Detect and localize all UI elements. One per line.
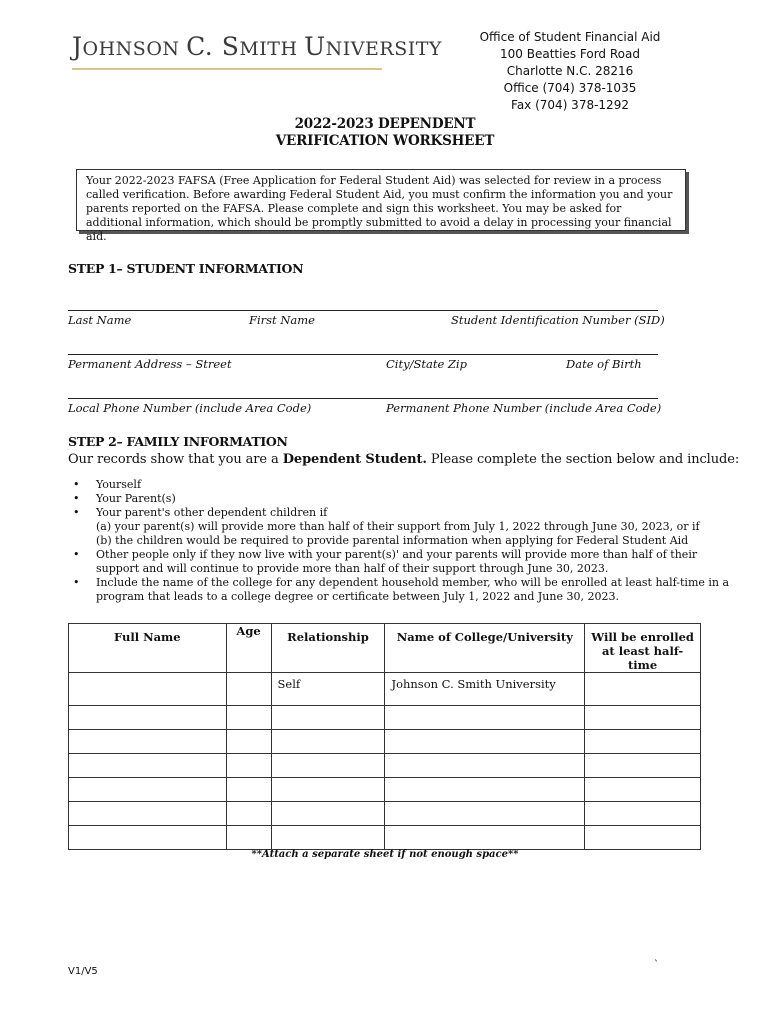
cell-age[interactable]: [226, 826, 271, 850]
cell-age[interactable]: [226, 778, 271, 802]
list-item: • Yourself: [96, 478, 736, 492]
cell-full-name[interactable]: [69, 730, 227, 754]
cell-college[interactable]: [385, 826, 585, 850]
table-header-row: [69, 624, 701, 673]
cell-full-name[interactable]: [69, 754, 227, 778]
cell-full-name[interactable]: [69, 706, 227, 730]
cell-age[interactable]: [226, 754, 271, 778]
step2-heading: STEP 2– FAMILY INFORMATION: [68, 434, 288, 449]
cell-relationship[interactable]: [271, 802, 385, 826]
include-list: [68, 478, 736, 604]
cell-enrolled[interactable]: [585, 802, 701, 826]
header-full-name: Full Name: [69, 624, 227, 673]
page-mark: `: [654, 960, 659, 971]
table-row: [69, 826, 701, 850]
cell-age[interactable]: [226, 706, 271, 730]
first-name-label: First Name: [249, 313, 315, 327]
street-label: Permanent Address – Street: [68, 357, 232, 371]
cell-full-name[interactable]: [69, 778, 227, 802]
cell-college[interactable]: [385, 706, 585, 730]
logo-underline: [72, 68, 382, 70]
cell-college[interactable]: [385, 778, 585, 802]
cell-enrolled[interactable]: [585, 673, 701, 706]
cell-relationship[interactable]: [271, 778, 385, 802]
header-enrolled: Will be enrolled at least half-time: [585, 624, 701, 673]
local-phone-label: Local Phone Number (include Area Code): [68, 401, 312, 415]
step1-heading: STEP 1– STUDENT INFORMATION: [68, 261, 304, 276]
document-title-line1: 2022-2023 DEPENDENT: [294, 116, 476, 132]
version-label: V1/V5: [68, 966, 98, 977]
cell-enrolled[interactable]: [585, 730, 701, 754]
list-item: • Other people only if they now live with your parent(s)' and your parents will provide more than half of their support and will continue to provide more than half of their support through June 30, 2023.: [96, 548, 736, 576]
table-row: [69, 673, 701, 706]
cell-college[interactable]: [385, 754, 585, 778]
cell-age[interactable]: [226, 673, 271, 706]
cell-enrolled[interactable]: [585, 826, 701, 850]
office-line: 100 Beatties Ford Road: [500, 47, 640, 61]
cell-full-name[interactable]: [69, 826, 227, 850]
office-line: Fax (704) 378-1292: [511, 98, 629, 112]
list-item: • Your parent's other dependent children if (a) your parent(s) will provide more than half of their support from July 1, 2022 through June 30, 2023, or if (b) the children would be required to provide parental information when applying for Federal Student Aid: [96, 506, 736, 548]
family-table: [68, 623, 701, 850]
last-name-label: Last Name: [68, 313, 132, 327]
sid-label: Student Identification Number (SID): [451, 313, 665, 327]
table-row: [69, 802, 701, 826]
office-line: Office (704) 378-1035: [503, 81, 637, 95]
cell-full-name[interactable]: [69, 673, 227, 706]
document-title-line2: VERIFICATION WORKSHEET: [275, 133, 495, 149]
cell-enrolled[interactable]: [585, 778, 701, 802]
header-college: Name of College/University: [385, 624, 585, 673]
address-line: [68, 354, 658, 355]
permanent-phone-label: Permanent Phone Number (include Area Code): [386, 401, 662, 415]
city-state-zip-label: City/State Zip: [386, 357, 467, 371]
cell-enrolled[interactable]: [585, 706, 701, 730]
cell-age[interactable]: [226, 802, 271, 826]
table-row: [69, 706, 701, 730]
dob-label: Date of Birth: [566, 357, 642, 371]
intro-box: Your 2022-2023 FAFSA (Free Application for Federal Student Aid) was selected for review in a process called verification. Before awarding Federal Student Aid, you must confirm the information you and your parents reported on the FAFSA. Please complete and sign this worksheet. You may be asked for additional information, which should be promptly submitted to avoid a delay in processing your financial aid.: [76, 169, 686, 231]
list-item: • Your Parent(s): [96, 492, 736, 506]
list-item: • Include the name of the college for any dependent household member, who will be enrolled at least half-time in a program that leads to a college degree or certificate between July 1, 2022 and June 30, 2023.: [96, 576, 736, 604]
table-row: [69, 754, 701, 778]
cell-relationship: Self: [271, 673, 385, 706]
cell-full-name[interactable]: [69, 802, 227, 826]
cell-age[interactable]: [226, 730, 271, 754]
cell-enrolled[interactable]: [585, 754, 701, 778]
attach-note: **Attach a separate sheet if not enough space**: [251, 849, 519, 860]
table-row: [69, 730, 701, 754]
header-relationship: Relationship: [271, 624, 385, 673]
cell-college[interactable]: [385, 802, 585, 826]
office-line: Office of Student Financial Aid: [479, 30, 661, 44]
name-line: [68, 310, 658, 311]
cell-relationship[interactable]: [271, 754, 385, 778]
office-line: Charlotte N.C. 28216: [506, 64, 634, 78]
step2-lead: Our records show that you are a Dependent Student. Please complete the section below and include:: [68, 452, 740, 467]
phone-line: [68, 398, 658, 399]
cell-relationship[interactable]: [271, 826, 385, 850]
table-row: [69, 778, 701, 802]
cell-relationship[interactable]: [271, 706, 385, 730]
university-logo: JOHNSON C. SMITH UNIVERSITY: [72, 32, 442, 61]
cell-relationship[interactable]: [271, 730, 385, 754]
cell-college[interactable]: [385, 730, 585, 754]
office-address: [470, 29, 670, 114]
header-age: Age: [226, 624, 271, 673]
cell-college: Johnson C. Smith University: [385, 673, 585, 706]
